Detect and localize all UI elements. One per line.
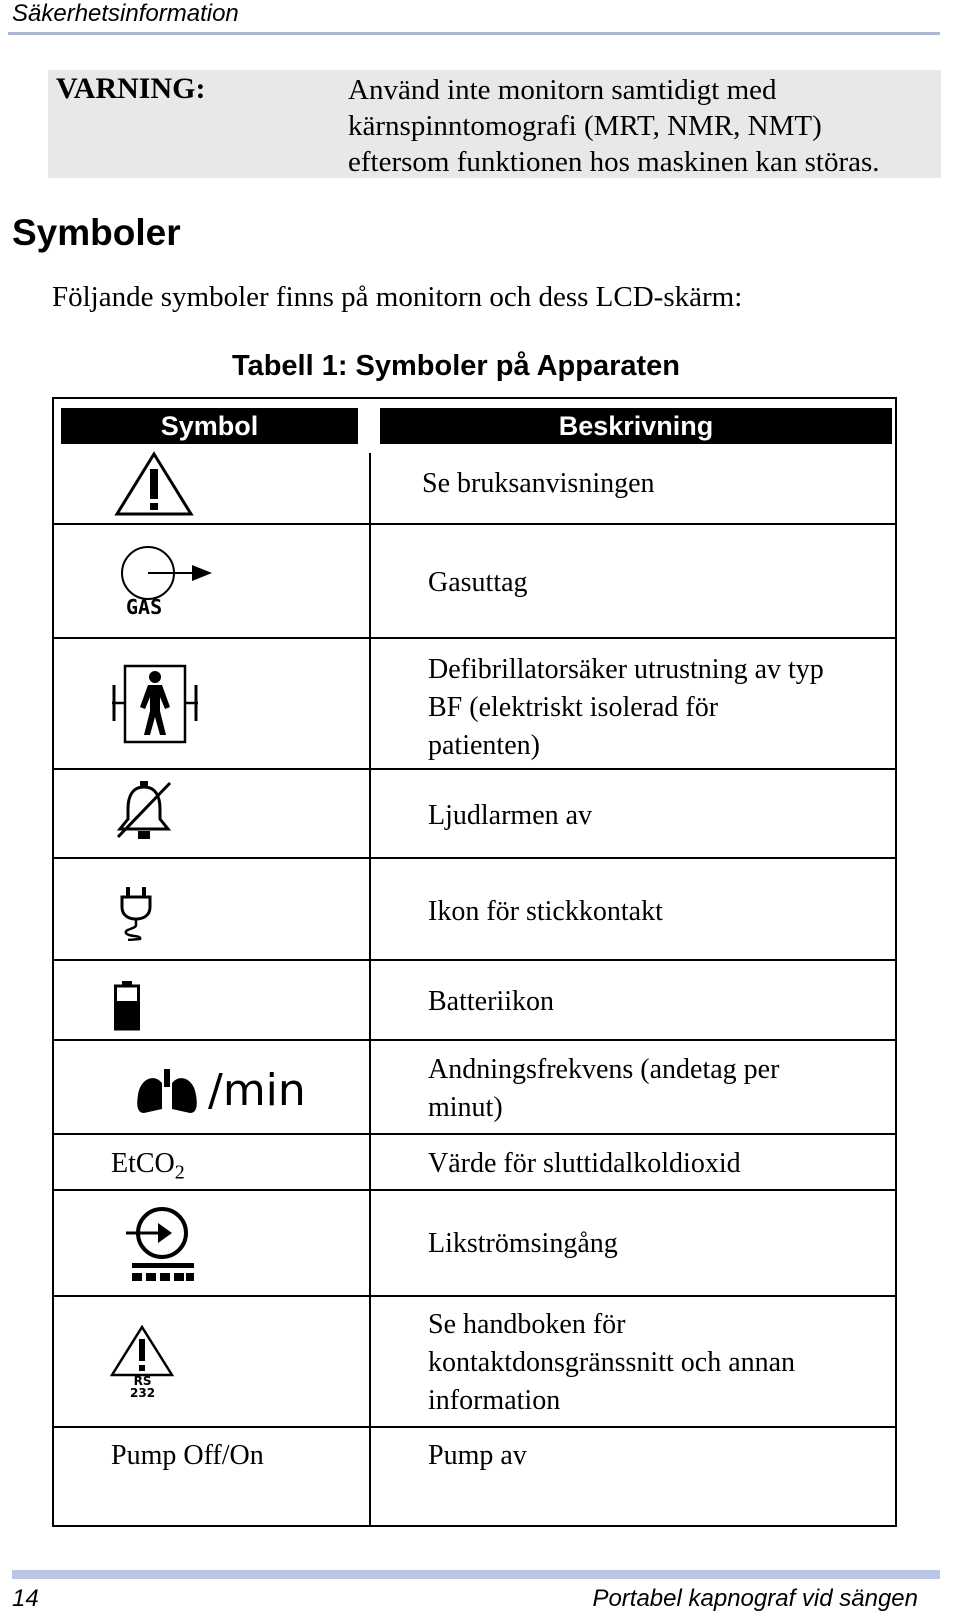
- rs232-warning-icon: [110, 1325, 174, 1377]
- etco2-symbol: EtCO$_2$: [111, 1148, 185, 1184]
- dc-input-icon: [124, 1203, 196, 1283]
- warning-line: eftersom funktionen hos maskinen kan störas.: [348, 146, 880, 178]
- footer-title: Portabel kapnograf vid sängen: [592, 1585, 918, 1612]
- row-divider: [54, 1039, 895, 1041]
- header-symbol: Symbol: [61, 408, 358, 444]
- intro-text: Följande symboler finns på monitorn och dess LCD-skärm:: [52, 281, 743, 313]
- warning-line: kärnspinntomografi (MRT, NMR, NMT): [348, 110, 822, 142]
- warning-text: [348, 72, 938, 180]
- row-description: Ljudlarmen av: [428, 800, 593, 831]
- header-rule: [8, 32, 940, 35]
- alarm-off-icon: [114, 779, 174, 843]
- row-description: Se bruksanvisningen: [422, 468, 655, 499]
- row-divider: [54, 857, 895, 859]
- row-description: Defibrillatorsäker utrustning av typ BF (elektriskt isolerad för patienten): [428, 654, 824, 761]
- per-minute-label: /min: [208, 1065, 306, 1116]
- table-caption: Tabell 1: Symboler på Apparaten: [232, 350, 680, 382]
- row-divider: [54, 959, 895, 961]
- warning-line: Använd inte monitorn samtidigt med: [348, 74, 777, 106]
- defibrillator-proof-bf-icon: [110, 663, 200, 745]
- row-description: Pump av: [428, 1440, 527, 1471]
- row-divider: [54, 1133, 895, 1135]
- row-divider: [54, 768, 895, 770]
- row-description: Gasuttag: [428, 567, 528, 598]
- rs232-label: RS 232: [130, 1374, 156, 1400]
- header-description: Beskrivning: [380, 408, 892, 444]
- row-divider: [54, 523, 895, 525]
- lungs-icon: [134, 1069, 200, 1115]
- warning-triangle-icon: [114, 451, 194, 517]
- row-description: Se handboken för kontaktdonsgränssnitt och annan information: [428, 1309, 796, 1416]
- row-description: Ikon för stickkontakt: [428, 896, 663, 927]
- column-divider: [369, 453, 371, 1527]
- row-description: Andningsfrekvens (andetag per minut): [428, 1054, 780, 1123]
- row-description: Likströmsingång: [428, 1228, 618, 1259]
- row-divider: [54, 1295, 895, 1297]
- pump-symbol: Pump Off/On: [111, 1440, 264, 1471]
- section-header: Säkerhetsinformation: [12, 0, 239, 27]
- row-divider: [54, 637, 895, 639]
- section-title: Symboler: [12, 212, 181, 253]
- row-divider: [54, 1426, 895, 1428]
- symbols-table: [52, 397, 897, 1527]
- footer-rule: [12, 1570, 940, 1579]
- row-description: Batteriikon: [428, 986, 554, 1017]
- warning-label: VARNING:: [56, 72, 206, 105]
- plug-icon: [118, 885, 154, 941]
- gas-label: GAS: [126, 595, 163, 619]
- row-description: Värde för sluttidalkoldioxid: [428, 1148, 741, 1179]
- page-number: 14: [12, 1585, 39, 1612]
- battery-icon: [114, 981, 140, 1031]
